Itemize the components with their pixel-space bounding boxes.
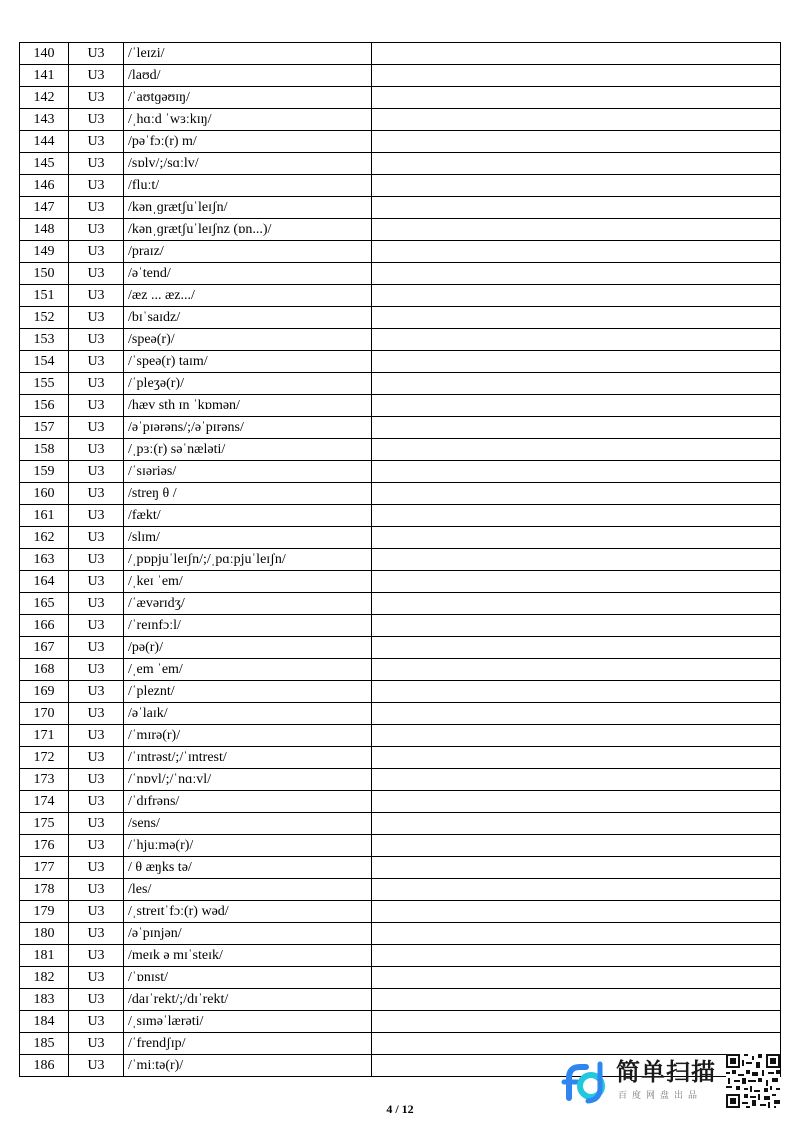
- meaning-cell: [372, 659, 781, 681]
- table-row: [20, 65, 781, 87]
- table-row: [20, 307, 781, 329]
- meaning-cell: [372, 967, 781, 989]
- table-row: [20, 725, 781, 747]
- scanner-watermark: [558, 1054, 780, 1110]
- table-row: [20, 483, 781, 505]
- unit-cell: U3: [69, 923, 124, 945]
- meaning-cell: [372, 813, 781, 835]
- table-row: [20, 813, 781, 835]
- phonetic-cell: /ˈhjuːmə(r)/: [124, 835, 372, 857]
- unit-cell: U3: [69, 791, 124, 813]
- phonetic-cell: /əˈtend/: [124, 263, 372, 285]
- qr-code-icon: [726, 1054, 780, 1108]
- table-row: [20, 219, 781, 241]
- phonetic-cell: /slɪm/: [124, 527, 372, 549]
- vocabulary-table-body: [20, 43, 781, 1077]
- row-number-cell: 152: [20, 307, 69, 329]
- row-number-cell: 162: [20, 527, 69, 549]
- meaning-cell: [372, 989, 781, 1011]
- phonetic-cell: /ˈmiːtə(r)/: [124, 1055, 372, 1077]
- unit-cell: U3: [69, 285, 124, 307]
- row-number-cell: 169: [20, 681, 69, 703]
- unit-cell: U3: [69, 989, 124, 1011]
- phonetic-cell: /ˈspeə(r) taɪm/: [124, 351, 372, 373]
- row-number-cell: 166: [20, 615, 69, 637]
- meaning-cell: [372, 945, 781, 967]
- phonetic-cell: /ˈpleznt/: [124, 681, 372, 703]
- unit-cell: U3: [69, 175, 124, 197]
- unit-cell: U3: [69, 263, 124, 285]
- row-number-cell: 161: [20, 505, 69, 527]
- row-number-cell: 145: [20, 153, 69, 175]
- meaning-cell: [372, 615, 781, 637]
- phonetic-cell: /əˈlaɪk/: [124, 703, 372, 725]
- row-number-cell: 144: [20, 131, 69, 153]
- row-number-cell: 176: [20, 835, 69, 857]
- table-row: [20, 153, 781, 175]
- row-number-cell: 154: [20, 351, 69, 373]
- table-row: [20, 857, 781, 879]
- row-number-cell: 149: [20, 241, 69, 263]
- meaning-cell: [372, 483, 781, 505]
- meaning-cell: [372, 197, 781, 219]
- table-row: [20, 439, 781, 461]
- phonetic-cell: /laʊd/: [124, 65, 372, 87]
- meaning-cell: [372, 769, 781, 791]
- meaning-cell: [372, 637, 781, 659]
- table-row: [20, 901, 781, 923]
- row-number-cell: 186: [20, 1055, 69, 1077]
- unit-cell: U3: [69, 417, 124, 439]
- table-row: [20, 593, 781, 615]
- phonetic-cell: / θ æŋks tə/: [124, 857, 372, 879]
- phonetic-cell: /daɪˈrekt/;/dɪˈrekt/: [124, 989, 372, 1011]
- row-number-cell: 140: [20, 43, 69, 65]
- unit-cell: U3: [69, 241, 124, 263]
- phonetic-cell: /ˌpɒpjuˈleɪʃn/;/ˌpɑːpjuˈleɪʃn/: [124, 549, 372, 571]
- phonetic-cell: /ˌkeɪ ˈem/: [124, 571, 372, 593]
- watermark-subtitle: 百度网盘出品: [618, 1091, 703, 1101]
- unit-cell: U3: [69, 461, 124, 483]
- unit-cell: U3: [69, 131, 124, 153]
- row-number-cell: 155: [20, 373, 69, 395]
- table-row: [20, 109, 781, 131]
- unit-cell: U3: [69, 43, 124, 65]
- table-row: [20, 175, 781, 197]
- table-row: [20, 417, 781, 439]
- row-number-cell: 151: [20, 285, 69, 307]
- unit-cell: U3: [69, 373, 124, 395]
- unit-cell: U3: [69, 395, 124, 417]
- row-number-cell: 153: [20, 329, 69, 351]
- table-row: [20, 1033, 781, 1055]
- meaning-cell: [372, 307, 781, 329]
- meaning-cell: [372, 835, 781, 857]
- table-row: [20, 461, 781, 483]
- row-number-cell: 170: [20, 703, 69, 725]
- meaning-cell: [372, 549, 781, 571]
- table-row: [20, 395, 781, 417]
- row-number-cell: 168: [20, 659, 69, 681]
- meaning-cell: [372, 109, 781, 131]
- unit-cell: U3: [69, 901, 124, 923]
- table-row: [20, 241, 781, 263]
- phonetic-cell: /fluːt/: [124, 175, 372, 197]
- phonetic-cell: /ˌem ˈem/: [124, 659, 372, 681]
- meaning-cell: [372, 65, 781, 87]
- table-row: [20, 703, 781, 725]
- phonetic-cell: /ˈɪntrəst/;/ˈɪntrest/: [124, 747, 372, 769]
- row-number-cell: 180: [20, 923, 69, 945]
- table-row: [20, 681, 781, 703]
- row-number-cell: 185: [20, 1033, 69, 1055]
- meaning-cell: [372, 43, 781, 65]
- row-number-cell: 142: [20, 87, 69, 109]
- meaning-cell: [372, 351, 781, 373]
- page-number: 4 / 12: [386, 1102, 414, 1116]
- table-row: [20, 945, 781, 967]
- phonetic-cell: /ˈfrendʃɪp/: [124, 1033, 372, 1055]
- unit-cell: U3: [69, 307, 124, 329]
- unit-cell: U3: [69, 747, 124, 769]
- meaning-cell: [372, 417, 781, 439]
- fo-logo-icon: [560, 1058, 610, 1104]
- row-number-cell: 146: [20, 175, 69, 197]
- meaning-cell: [372, 571, 781, 593]
- row-number-cell: 156: [20, 395, 69, 417]
- table-row: [20, 285, 781, 307]
- unit-cell: U3: [69, 637, 124, 659]
- row-number-cell: 157: [20, 417, 69, 439]
- meaning-cell: [372, 791, 781, 813]
- unit-cell: U3: [69, 329, 124, 351]
- table-row: [20, 197, 781, 219]
- phonetic-cell: /ˌpɜː(r) səˈnæləti/: [124, 439, 372, 461]
- phonetic-cell: /ˌhɑːd ˈwɜːkɪŋ/: [124, 109, 372, 131]
- unit-cell: U3: [69, 769, 124, 791]
- meaning-cell: [372, 329, 781, 351]
- table-row: [20, 637, 781, 659]
- unit-cell: U3: [69, 439, 124, 461]
- phonetic-cell: /ˈleɪzi/: [124, 43, 372, 65]
- table-row: [20, 87, 781, 109]
- unit-cell: U3: [69, 615, 124, 637]
- phonetic-cell: /les/: [124, 879, 372, 901]
- phonetic-cell: /fækt/: [124, 505, 372, 527]
- phonetic-cell: /praɪz/: [124, 241, 372, 263]
- table-row: [20, 549, 781, 571]
- unit-cell: U3: [69, 109, 124, 131]
- unit-cell: U3: [69, 967, 124, 989]
- table-row: [20, 571, 781, 593]
- unit-cell: U3: [69, 483, 124, 505]
- phonetic-cell: /kənˌɡrætʃuˈleɪʃnz (ɒn...)/: [124, 219, 372, 241]
- unit-cell: U3: [69, 505, 124, 527]
- unit-cell: U3: [69, 1011, 124, 1033]
- unit-cell: U3: [69, 593, 124, 615]
- meaning-cell: [372, 395, 781, 417]
- unit-cell: U3: [69, 879, 124, 901]
- row-number-cell: 179: [20, 901, 69, 923]
- row-number-cell: 184: [20, 1011, 69, 1033]
- row-number-cell: 173: [20, 769, 69, 791]
- unit-cell: U3: [69, 1055, 124, 1077]
- row-number-cell: 164: [20, 571, 69, 593]
- table-row: [20, 263, 781, 285]
- meaning-cell: [372, 175, 781, 197]
- phonetic-cell: /ˌsɪməˈlærəti/: [124, 1011, 372, 1033]
- meaning-cell: [372, 527, 781, 549]
- meaning-cell: [372, 681, 781, 703]
- unit-cell: U3: [69, 197, 124, 219]
- table-row: [20, 527, 781, 549]
- phonetic-cell: /ˈdɪfrəns/: [124, 791, 372, 813]
- unit-cell: U3: [69, 703, 124, 725]
- meaning-cell: [372, 373, 781, 395]
- phonetic-cell: /sɒlv/;/sɑːlv/: [124, 153, 372, 175]
- row-number-cell: 163: [20, 549, 69, 571]
- unit-cell: U3: [69, 351, 124, 373]
- meaning-cell: [372, 219, 781, 241]
- phonetic-cell: /hæv sth ɪn ˈkɒmən/: [124, 395, 372, 417]
- unit-cell: U3: [69, 527, 124, 549]
- phonetic-cell: /æz ... æz.../: [124, 285, 372, 307]
- phonetic-cell: /pəˈfɔː(r) m/: [124, 131, 372, 153]
- unit-cell: U3: [69, 571, 124, 593]
- unit-cell: U3: [69, 945, 124, 967]
- phonetic-cell: /speə(r)/: [124, 329, 372, 351]
- table-row: [20, 923, 781, 945]
- meaning-cell: [372, 285, 781, 307]
- unit-cell: U3: [69, 1033, 124, 1055]
- meaning-cell: [372, 87, 781, 109]
- meaning-cell: [372, 593, 781, 615]
- table-row: [20, 373, 781, 395]
- row-number-cell: 165: [20, 593, 69, 615]
- meaning-cell: [372, 747, 781, 769]
- phonetic-cell: /ˈɒnɪst/: [124, 967, 372, 989]
- phonetic-cell: /ˈaʊtɡəʊɪŋ/: [124, 87, 372, 109]
- meaning-cell: [372, 923, 781, 945]
- unit-cell: U3: [69, 725, 124, 747]
- row-number-cell: 171: [20, 725, 69, 747]
- row-number-cell: 147: [20, 197, 69, 219]
- table-row: [20, 351, 781, 373]
- row-number-cell: 182: [20, 967, 69, 989]
- unit-cell: U3: [69, 87, 124, 109]
- unit-cell: U3: [69, 659, 124, 681]
- meaning-cell: [372, 241, 781, 263]
- row-number-cell: 172: [20, 747, 69, 769]
- meaning-cell: [372, 131, 781, 153]
- phonetic-cell: /əˈpɪnjən/: [124, 923, 372, 945]
- row-number-cell: 181: [20, 945, 69, 967]
- meaning-cell: [372, 1033, 781, 1055]
- table-row: [20, 131, 781, 153]
- phonetic-cell: /ˌstreɪtˈfɔː(r) wəd/: [124, 901, 372, 923]
- table-row: [20, 879, 781, 901]
- row-number-cell: 158: [20, 439, 69, 461]
- meaning-cell: [372, 879, 781, 901]
- table-row: [20, 747, 781, 769]
- unit-cell: U3: [69, 813, 124, 835]
- row-number-cell: 175: [20, 813, 69, 835]
- phonetic-cell: /ˈsɪəriəs/: [124, 461, 372, 483]
- meaning-cell: [372, 1011, 781, 1033]
- unit-cell: U3: [69, 219, 124, 241]
- table-row: [20, 659, 781, 681]
- phonetic-cell: /meɪk ə mɪˈsteɪk/: [124, 945, 372, 967]
- phonetic-cell: /sens/: [124, 813, 372, 835]
- meaning-cell: [372, 153, 781, 175]
- row-number-cell: 143: [20, 109, 69, 131]
- row-number-cell: 159: [20, 461, 69, 483]
- unit-cell: U3: [69, 835, 124, 857]
- row-number-cell: 178: [20, 879, 69, 901]
- table-row: [20, 989, 781, 1011]
- phonetic-cell: /ˈævərɪdʒ/: [124, 593, 372, 615]
- phonetic-cell: /bɪˈsaɪdz/: [124, 307, 372, 329]
- meaning-cell: [372, 703, 781, 725]
- meaning-cell: [372, 505, 781, 527]
- table-row: [20, 43, 781, 65]
- phonetic-cell: /ˈreɪnfɔːl/: [124, 615, 372, 637]
- meaning-cell: [372, 901, 781, 923]
- phonetic-cell: /ˈnɒvl/;/ˈnɑːvl/: [124, 769, 372, 791]
- row-number-cell: 150: [20, 263, 69, 285]
- unit-cell: U3: [69, 153, 124, 175]
- meaning-cell: [372, 857, 781, 879]
- row-number-cell: 148: [20, 219, 69, 241]
- table-row: [20, 1011, 781, 1033]
- meaning-cell: [372, 263, 781, 285]
- phonetic-cell: /əˈpɪərəns/;/əˈpɪrəns/: [124, 417, 372, 439]
- table-row: [20, 791, 781, 813]
- phonetic-cell: /ˈmɪrə(r)/: [124, 725, 372, 747]
- table-row: [20, 769, 781, 791]
- unit-cell: U3: [69, 681, 124, 703]
- meaning-cell: [372, 439, 781, 461]
- phonetic-cell: /kənˌɡrætʃuˈleɪʃn/: [124, 197, 372, 219]
- row-number-cell: 183: [20, 989, 69, 1011]
- table-row: [20, 615, 781, 637]
- row-number-cell: 174: [20, 791, 69, 813]
- unit-cell: U3: [69, 549, 124, 571]
- vocabulary-table: [19, 42, 781, 1077]
- phonetic-cell: /pə(r)/: [124, 637, 372, 659]
- meaning-cell: [372, 725, 781, 747]
- table-row: [20, 505, 781, 527]
- unit-cell: U3: [69, 65, 124, 87]
- table-row: [20, 329, 781, 351]
- row-number-cell: 141: [20, 65, 69, 87]
- phonetic-cell: /streŋ θ /: [124, 483, 372, 505]
- row-number-cell: 177: [20, 857, 69, 879]
- table-row: [20, 967, 781, 989]
- row-number-cell: 167: [20, 637, 69, 659]
- table-row: [20, 835, 781, 857]
- row-number-cell: 160: [20, 483, 69, 505]
- meaning-cell: [372, 461, 781, 483]
- unit-cell: U3: [69, 857, 124, 879]
- watermark-title: 简单扫描: [616, 1058, 716, 1086]
- phonetic-cell: /ˈpleʒə(r)/: [124, 373, 372, 395]
